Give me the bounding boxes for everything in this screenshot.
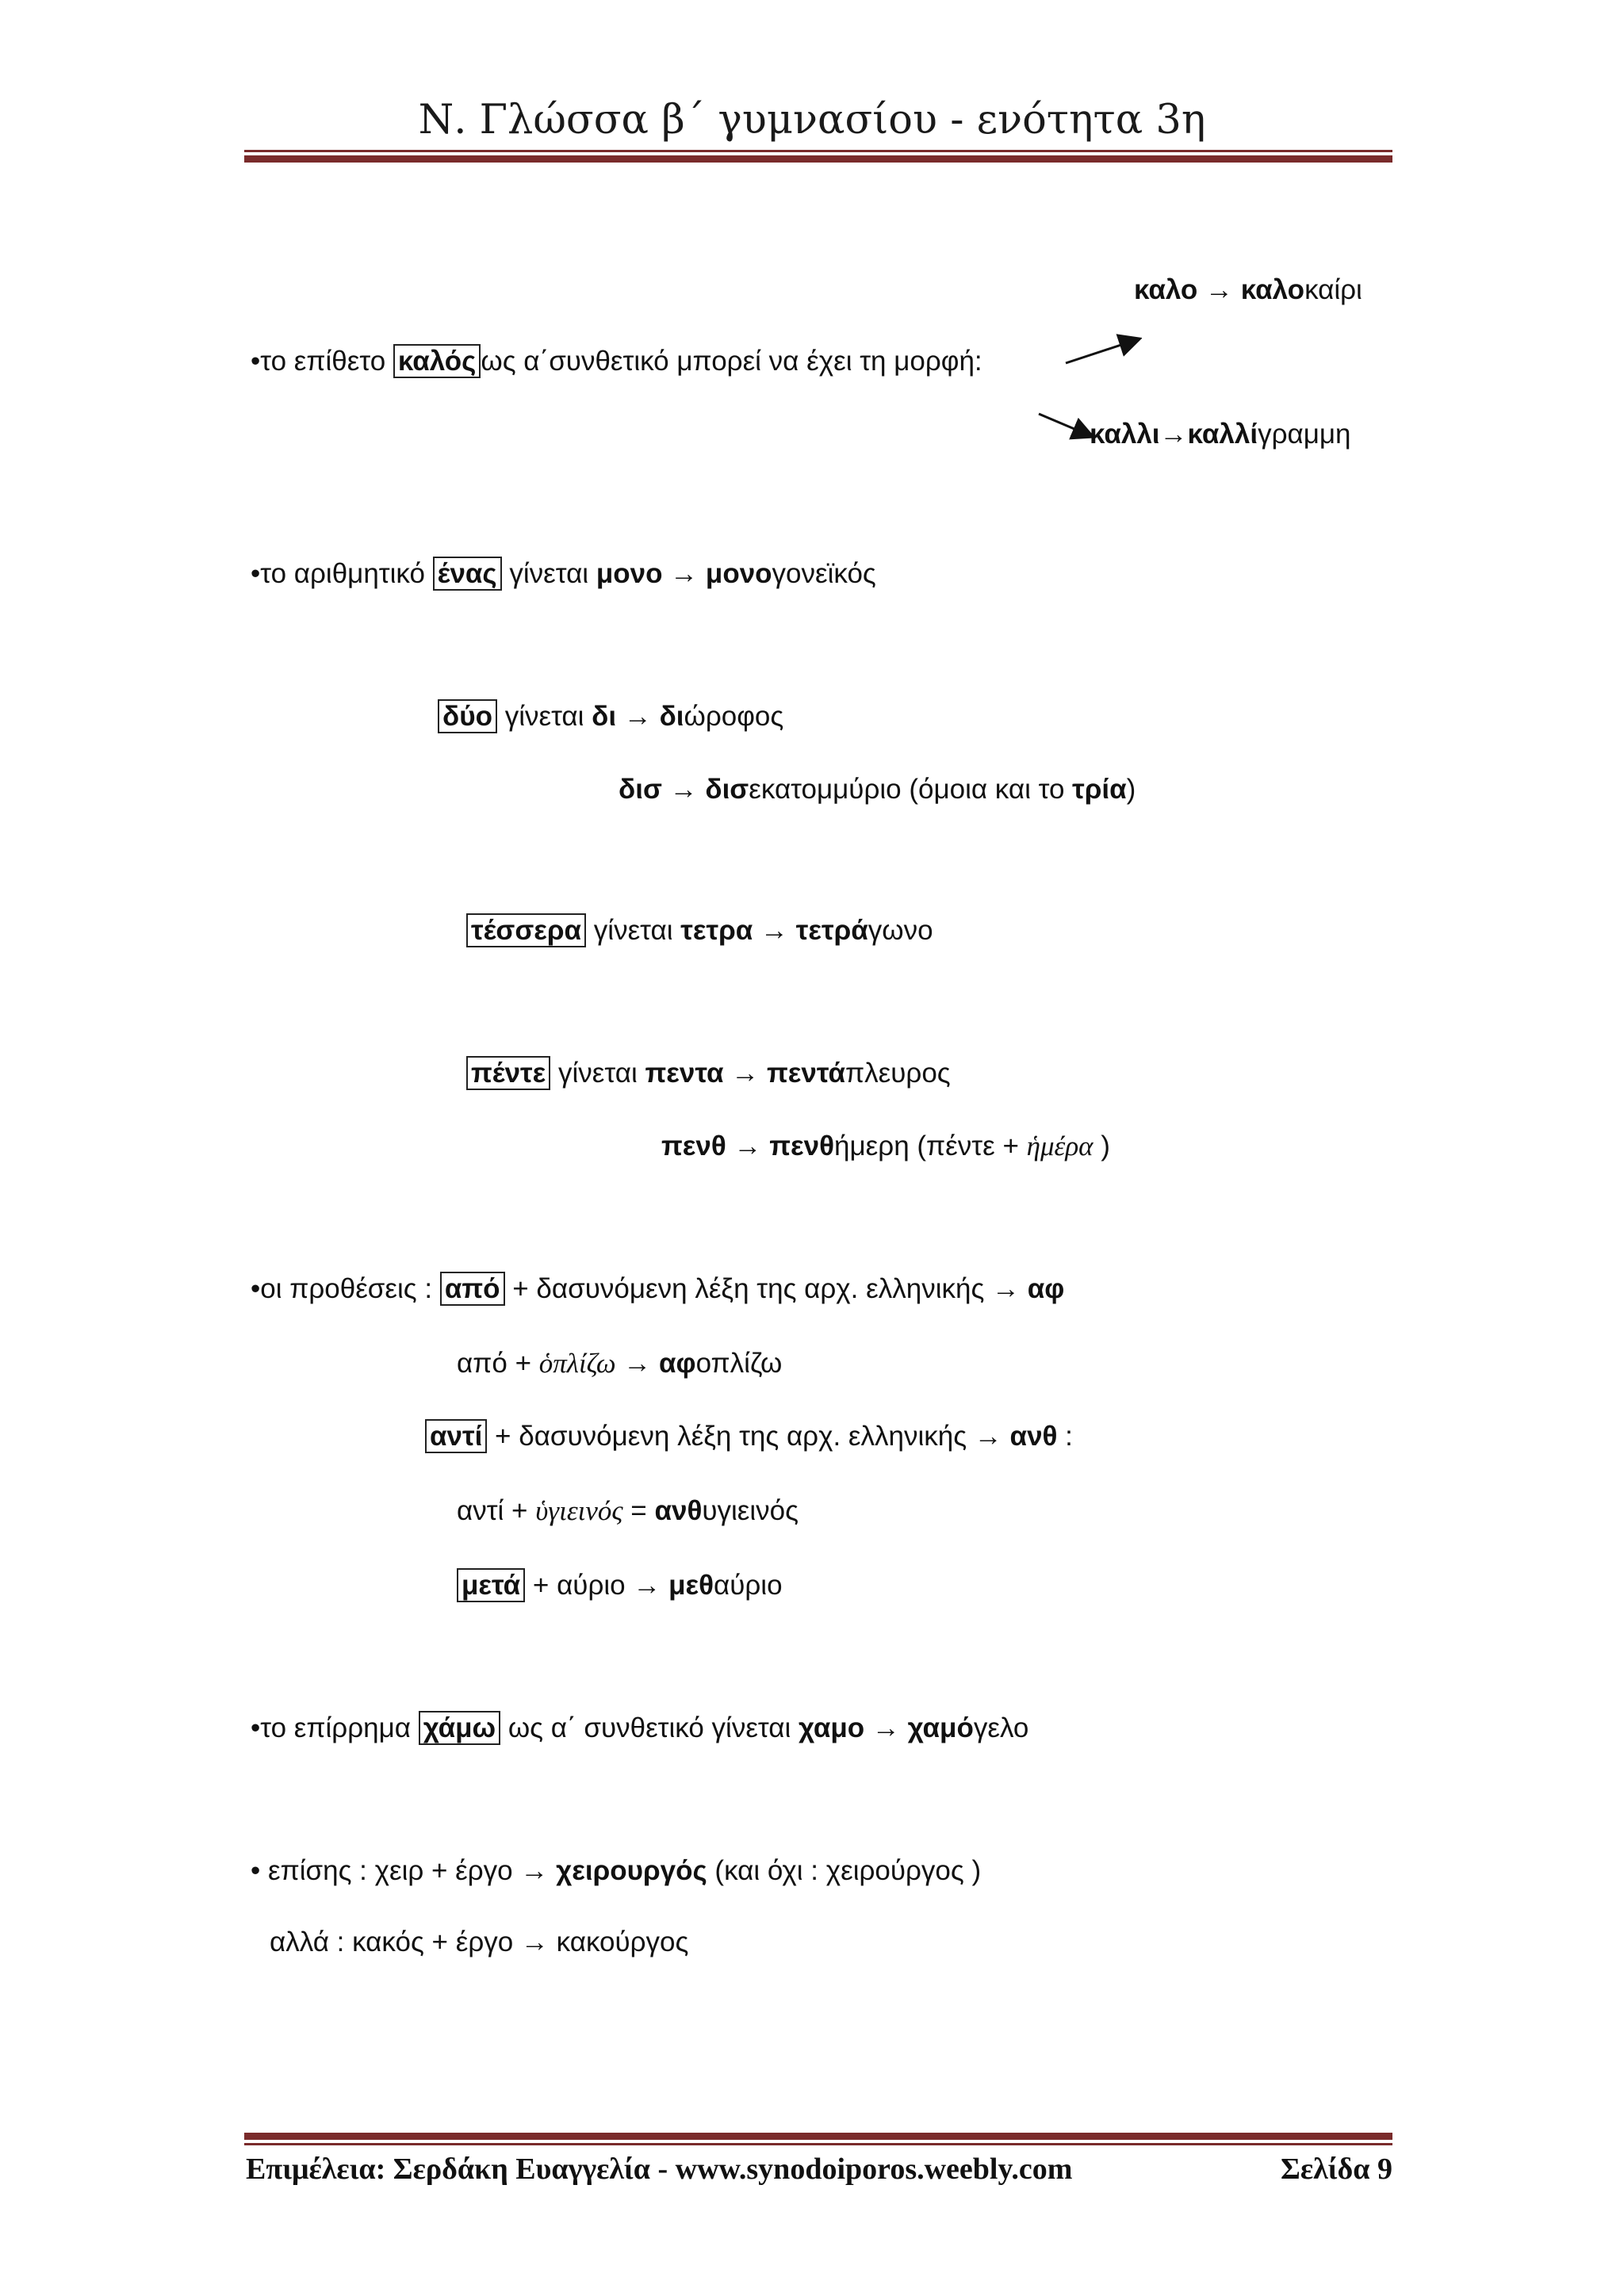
meta-text: + αύριο → [525,1570,669,1601]
enas-form: μονο [596,558,663,589]
anti-example [457,1494,799,1529]
kalos-top-base: καλο [1134,274,1198,305]
tessera-boxed-word: τέσσερα [466,913,586,947]
anti-boxed-word: αντί [425,1419,487,1453]
kalos-intro: •το επίθετο [251,346,393,377]
arrow-icon: → [864,1712,908,1743]
dyo-rest: ώροφος [684,701,784,732]
anti-text: + δασυνόμενη λέξη της αρχ. ελληνικής → [487,1421,1010,1452]
apo-ex-rest: οπλίζω [695,1348,783,1379]
penth-line [661,1129,1110,1164]
enas-rest: γονεϊκός [772,558,876,589]
xamo-middle: ως α΄ συνθετικό γίνεται [500,1712,799,1743]
page-header-title: Ν. Γλώσσα β΄ γυμνασίου - ενότητα 3η [418,97,1206,144]
xamo-form: χαμο [798,1712,865,1743]
enas-intro: •το αριθμητικό [251,558,433,589]
penth-bold: πενθ [769,1131,835,1161]
meta-line [457,1568,783,1603]
apo-example [457,1346,782,1381]
penth-close: ) [1093,1131,1110,1161]
footer-rule-thick [244,2133,1392,2140]
pente-line [466,1056,951,1091]
anti-colon: : [1057,1421,1073,1452]
dis-bold: δισ [705,774,749,805]
dyo-line [438,699,783,734]
apo-ex-bold: αφ [659,1348,696,1379]
anti-line [425,1419,1073,1454]
tessera-middle: γίνεται [586,915,681,946]
kalos-top-bold: καλο [1240,274,1305,305]
dyo-boxed-word: δύο [438,699,497,733]
pente-rest: πλευρος [845,1058,951,1089]
arrow-icon: → [1159,419,1188,450]
kalos-top-rest: καίρι [1304,274,1362,305]
xamo-rest: γελο [973,1712,1029,1743]
apo-line [251,1272,1064,1307]
anti-ex-start: αντί + [457,1495,536,1526]
apo-form: αφ [1027,1273,1065,1304]
meta-boxed-word: μετά [457,1568,525,1602]
prepositions-intro: •οι προθέσεις : [251,1273,440,1304]
kalos-line [251,344,982,379]
dis-close: ) [1126,774,1136,805]
footer-rule-thin [244,2143,1392,2145]
xamo-intro: •το επίρρημα [251,1712,419,1743]
arrow-icon: → [726,1131,770,1161]
xamo-bold: χαμό [907,1712,974,1743]
enas-boxed-word: ένας [433,557,502,591]
enas-line [251,557,876,591]
dyo-bold: δι [659,701,684,732]
kalos-text: ως α΄συνθετικό μπορεί να έχει τη μορφή: [481,346,982,377]
episis-line-1 [251,1854,981,1888]
ygieinos-word: ὑγιεινός [535,1495,623,1526]
footer-credit: Επιμέλεια: Σερδάκη Ευαγγελία - www.synodoiporos.weebly.com [246,2152,1073,2186]
oplizo-word: ὁπλίζω [538,1348,616,1379]
dyo-middle: γίνεται [496,701,592,732]
kalli-rest: γραμμη [1258,419,1351,450]
pente-form: πεντα [645,1058,724,1089]
episis-line-2: αλλά : κακός + έργο → κακούργος [270,1927,689,1957]
penth-form: πενθ [661,1131,726,1161]
enas-bold: μονο [705,558,772,589]
apo-ex-start: από + [457,1348,539,1379]
kalos-branch-bottom [1090,417,1351,452]
dis-line [619,772,1136,807]
header-rule-thin [244,150,1392,152]
pente-bold: πεντά [766,1058,846,1089]
xeirourgos-bold: χειρουργός [556,1855,707,1886]
xamo-boxed-word: χάμω [419,1711,500,1745]
header-rule-thick [244,155,1392,163]
apo-boxed-word: από [440,1272,505,1306]
penth-rest: ήμερη (πέντε + [834,1131,1027,1161]
meta-rest: αύριο [714,1570,783,1601]
arrow-icon: → [723,1058,767,1089]
kalos-boxed-word: καλός [393,344,481,378]
enas-middle: γίνεται [501,558,596,589]
pente-middle: γίνεται [550,1058,645,1089]
anti-ex-bold: ανθ [654,1495,703,1526]
episis-rest: (και όχι : χειρούργος ) [707,1855,982,1886]
tria-bold: τρία [1072,774,1127,805]
episis-start: • επίσης : χειρ + έργο → [251,1855,557,1886]
arrow-icon: → [1205,274,1234,305]
anti-ex-rest: υγιεινός [702,1495,799,1526]
arrow-icon: → [753,915,796,946]
kalli-bold: καλλί [1187,419,1258,450]
tessera-bold: τετρά [795,915,868,946]
arrow-icon: → [616,701,660,732]
tessera-form: τετρα [680,915,753,946]
imera-word: ἡμέρα [1026,1131,1094,1161]
arrow-icon: → [662,558,706,589]
arrow-icon: → [661,774,706,805]
dis-rest: εκατομμύριο (όμοια και το [749,774,1073,805]
footer-page-number: Σελίδα 9 [1281,2152,1392,2186]
tessera-line [466,913,933,948]
tessera-rest: γωνο [868,915,933,946]
pente-boxed-word: πέντε [466,1056,550,1090]
anti-form: ανθ [1009,1421,1058,1452]
equals-sign: = [622,1495,655,1526]
xamo-line [251,1711,1028,1746]
dyo-form: δι [592,701,617,732]
meta-bold: μεθ [668,1570,714,1601]
kalos-branch-top [1134,273,1362,308]
kalli-base: καλλι [1090,419,1160,450]
arrow-icon: → [615,1348,659,1379]
apo-text: + δασυνόμενη λέξη της αρχ. ελληνικής → [504,1273,1028,1304]
dis-form: δισ [619,774,662,805]
